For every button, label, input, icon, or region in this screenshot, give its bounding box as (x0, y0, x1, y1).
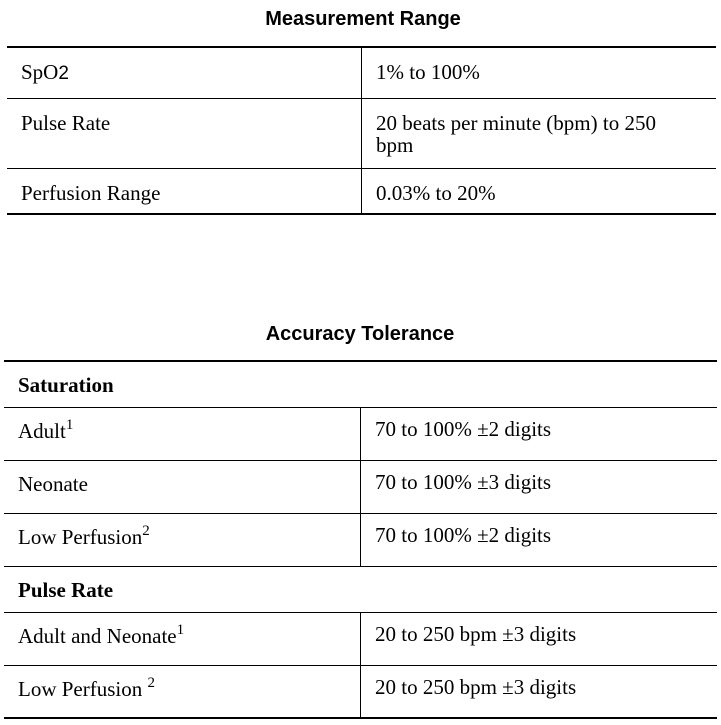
accuracy-tolerance-table (4, 360, 717, 719)
footnote-marker: 1 (65, 416, 74, 433)
row-value: 20 to 250 bpm ±3 digits (375, 674, 577, 699)
spo-label: SpO (21, 60, 59, 84)
row-label: Neonate (4, 460, 361, 513)
row-label: Pulse Rate (7, 98, 362, 168)
table-row (7, 47, 716, 98)
row-label (4, 407, 361, 460)
row-value: 20 to 250 bpm ±3 digits (375, 621, 577, 646)
row-value: 70 to 100% ±3 digits (375, 469, 552, 494)
label-text: Adult and Neonate (18, 623, 177, 648)
row-value: 70 to 100% ±2 digits (375, 522, 552, 547)
value-line-1: 20 beats per minute (bpm) to 250 (376, 110, 656, 135)
label-text: Adult (18, 418, 66, 443)
row-label: Perfusion Range (7, 168, 362, 214)
footnote-marker: 1 (176, 621, 185, 638)
footnote-marker: 2 (147, 674, 155, 691)
table-row (4, 612, 717, 665)
value-line-2: bpm (376, 132, 414, 157)
row-value (362, 98, 717, 168)
row-label (4, 513, 361, 566)
label-text: Low Perfusion (18, 524, 143, 549)
row-label (7, 47, 362, 98)
table-row (4, 665, 717, 718)
measurement-range-table (7, 46, 716, 215)
row-label (4, 665, 361, 718)
section-heading: Pulse Rate (18, 577, 114, 602)
row-value: 1% to 100% (376, 60, 480, 84)
accuracy-tolerance-title: Accuracy Tolerance (265, 323, 455, 345)
table-row (7, 168, 716, 214)
section-header-row (4, 566, 717, 612)
row-label (4, 612, 361, 665)
section-header-row (4, 361, 717, 407)
measurement-range-title: Measurement Range (265, 8, 461, 30)
table-row (4, 407, 717, 460)
row-value: 0.03% to 20% (376, 180, 496, 205)
label-text: Low Perfusion (18, 676, 148, 701)
row-value: 70 to 100% ±2 digits (375, 416, 552, 441)
section-heading: Saturation (18, 373, 114, 397)
table-row (4, 460, 717, 513)
table-row (4, 513, 717, 566)
footnote-marker: 2 (142, 522, 150, 539)
spo-subscript: 2 (58, 63, 69, 84)
table-row (7, 98, 716, 168)
